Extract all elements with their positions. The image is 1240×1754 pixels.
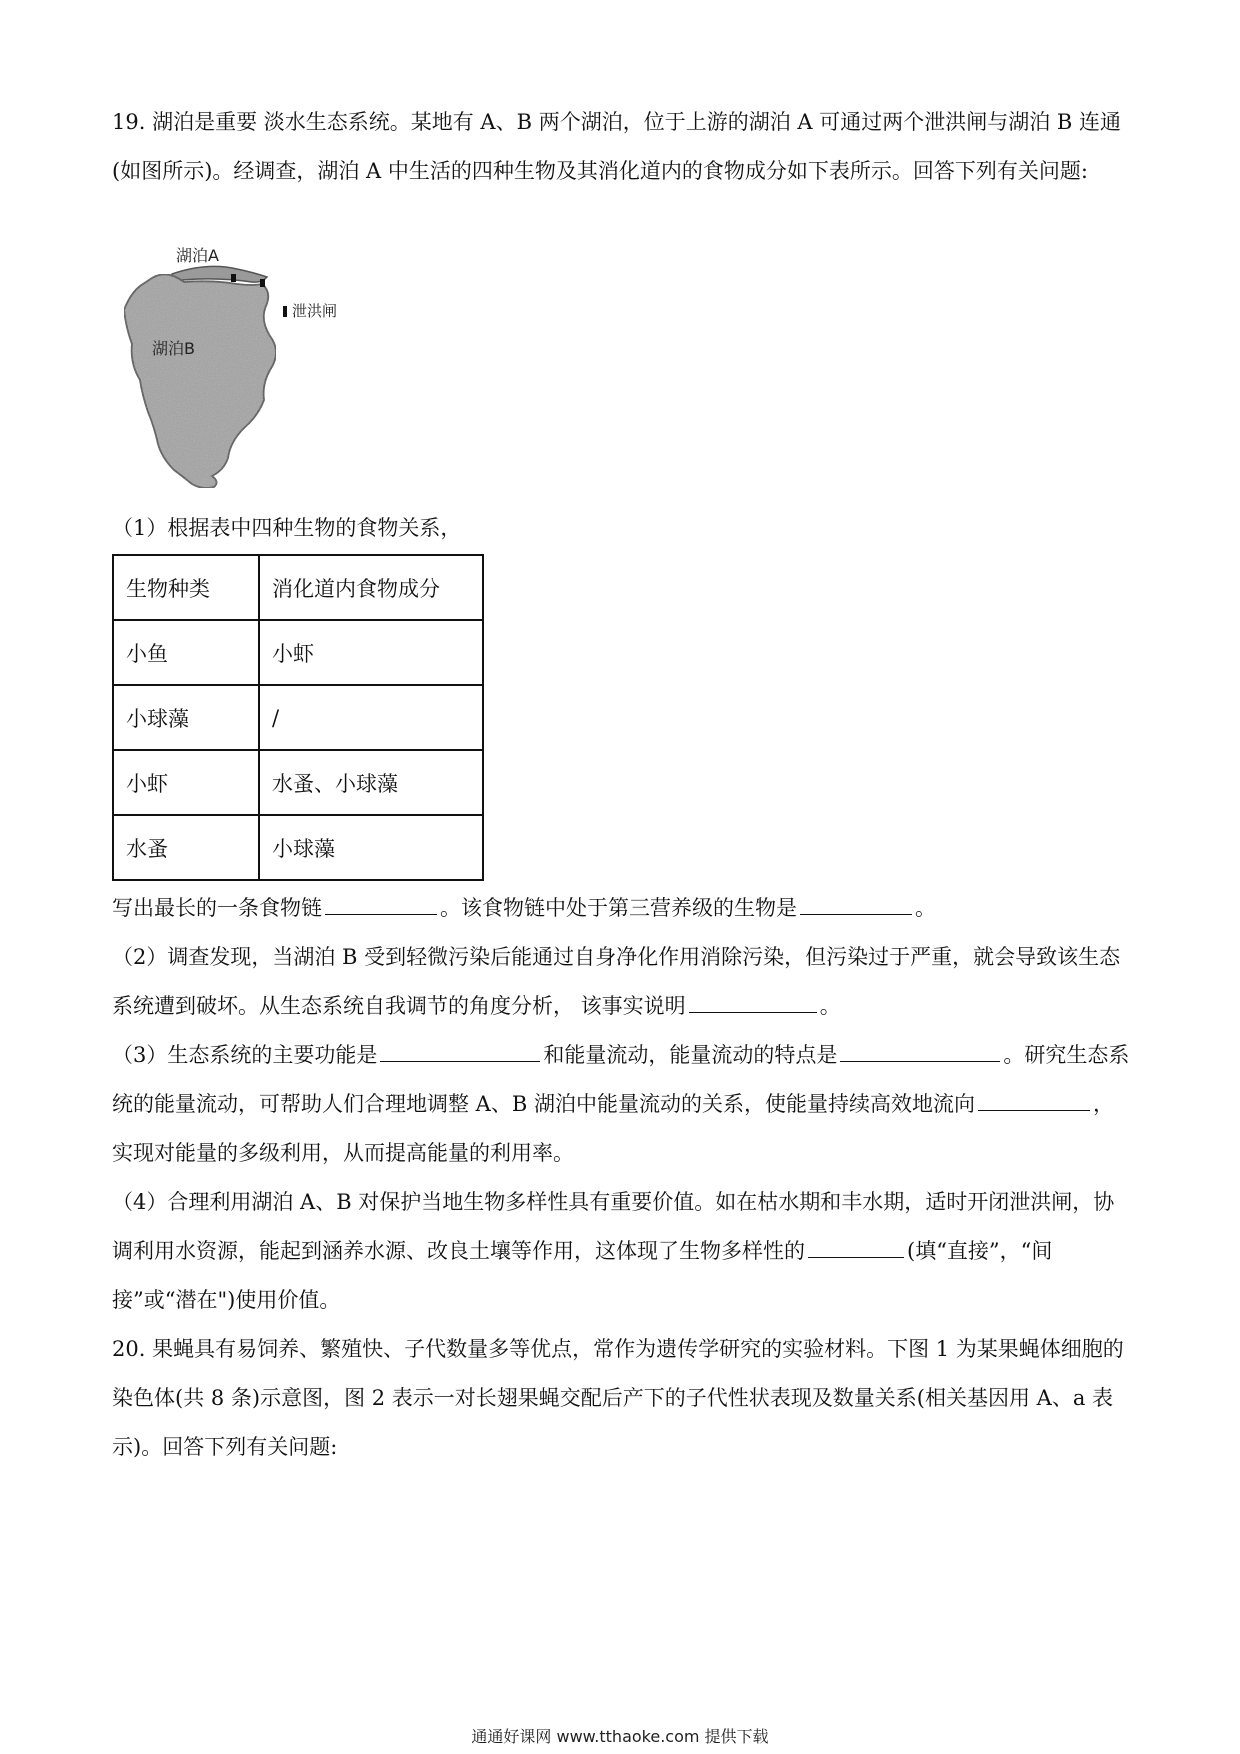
answer-blank[interactable] (325, 892, 437, 915)
q19-part4-text-a: （4）合理利用湖泊 A、B 对保护当地生物多样性具有重要价值。如在枯水期和丰水期，适时开闭泄洪闸，协调利用水资源，能起到涵养水源、改良土壤等作用，这体现了生物多样性的 (112, 1190, 1115, 1263)
q19-part1 (112, 884, 1132, 933)
table-cell: 小虾 (113, 750, 259, 815)
table-cell: 小鱼 (113, 620, 259, 685)
table-cell: / (259, 685, 483, 750)
q19-part2-text-b: 。 (819, 994, 841, 1018)
answer-blank[interactable] (808, 1235, 904, 1258)
q19-part1-text-a: 写出最长的一条食物链 (112, 896, 322, 920)
q19-part4-text-b: (填“直接”，“间接”或“潜在")使用价值。 (112, 1239, 1053, 1312)
q19-intro: 19. 湖泊是重要 淡水生态系统。某地有 A、B 两个湖泊，位于上游的湖泊 A 可通过两个泄洪闸与湖泊 B 连通(如图所示)。经调查，湖泊 A 中生活的四种生物及其消化道内的食物成分如下表所示。回答下列有关问题: (112, 110, 1121, 183)
gate-legend-icon (283, 306, 287, 317)
answer-blank[interactable] (840, 1039, 1000, 1062)
answer-blank[interactable] (689, 990, 817, 1013)
table-row (113, 815, 483, 880)
lake-a-label: 湖泊A (176, 246, 219, 265)
q20-intro: 20. 果蝇具有易饲养、繁殖快、子代数量多等优点，常作为遗传学研究的实验材料。下图 1 为某果蝇体细胞的染色体(共 8 条)示意图，图 2 表示一对长翅果蝇交配后产下的子代性状表现及数量关系(相关基因用 A、a 表示)。回答下列有关问题: (112, 1337, 1124, 1459)
q19-part1-text-c: 。 (915, 896, 936, 920)
q19-part3-text-a: （3）生态系统的主要功能是 (112, 1043, 378, 1067)
q19-part4 (112, 1178, 1132, 1325)
q19-part3-text-d: ，实现对能量的多级利用，从而提高能量的利用率。 (112, 1092, 1114, 1165)
table-cell: 水蚤 (113, 815, 259, 880)
table-header-cell: 生物种类 (113, 555, 259, 620)
legend-label: 泄洪闸 (292, 302, 338, 320)
gate-mark-1-icon (231, 274, 236, 282)
lake-map-figure (112, 244, 372, 504)
table-cell: 小球藻 (113, 685, 259, 750)
q19-part1-lead: （1）根据表中四种生物的食物关系， (112, 516, 462, 540)
lake-map-icon (112, 244, 372, 504)
table-header-row (113, 555, 483, 620)
gate-mark-2-icon (260, 279, 265, 287)
q19-part3-text-c: 。研究生态系统的能量流动，可帮助人们合理地调整 A、B 湖泊中能量流动的关系，使能量持续高效地流向 (112, 1043, 1130, 1116)
table-cell: 小虾 (259, 620, 483, 685)
answer-blank[interactable] (380, 1039, 540, 1062)
table-header-cell: 消化道内食物成分 (259, 555, 483, 620)
answer-blank[interactable] (978, 1088, 1090, 1111)
q19-part1-text-b: 。该食物链中处于第三营养级的生物是 (440, 896, 797, 920)
table-cell: 水蚤、小球藻 (259, 750, 483, 815)
answer-blank[interactable] (800, 892, 912, 915)
q19-part3 (112, 1031, 1132, 1178)
table-row (113, 685, 483, 750)
page-footer: 通通好课网 www.tthaoke.com 提供下载 (471, 1727, 769, 1746)
q19-part2-text-a: （2）调查发现，当湖泊 B 受到轻微污染后能通过自身净化作用消除污染，但污染过于严重，就会导致该生态系统遭到破坏。从生态系统自我调节的角度分析， 该事实说明 (112, 945, 1121, 1018)
q19-part3-text-b: 和能量流动，能量流动的特点是 (543, 1043, 838, 1067)
table-row (113, 750, 483, 815)
table-cell: 小球藻 (259, 815, 483, 880)
food-table (112, 554, 484, 881)
lake-b-label: 湖泊B (152, 339, 195, 358)
table-row (113, 620, 483, 685)
q19-part2 (112, 933, 1132, 1031)
